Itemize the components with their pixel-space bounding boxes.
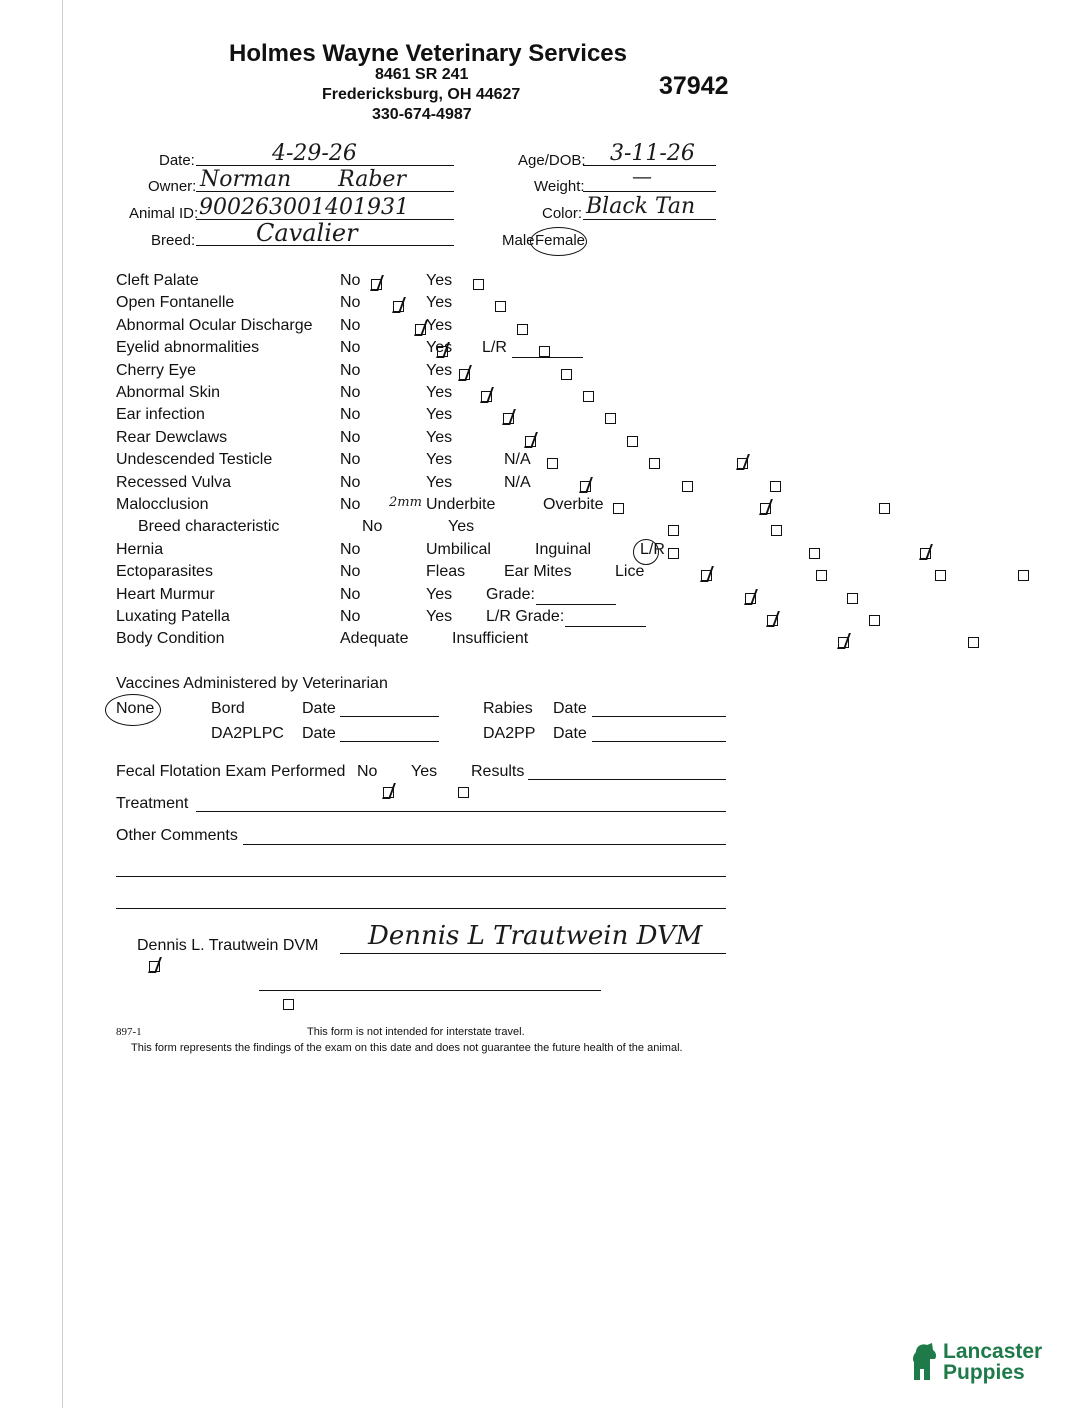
fecal-no-checkbox[interactable] (383, 787, 394, 798)
footer-note-1: This form is not intended for interstate travel. (307, 1026, 525, 1038)
yes-label: Yes (426, 585, 453, 603)
insufficient-checkbox[interactable] (968, 637, 979, 648)
sex-female: Female (535, 232, 586, 249)
form-code: 897-1 (116, 1026, 142, 1038)
fecal-label: Fecal Flotation Exam Performed (116, 763, 346, 780)
no-checkbox[interactable] (481, 391, 492, 402)
grade-line (536, 604, 616, 605)
da2plpc-date-line (340, 741, 439, 742)
adequate-checkbox[interactable] (838, 637, 849, 648)
eyelid-lr-label: L/R (482, 339, 507, 357)
yes-label: Yes (426, 451, 453, 469)
yes-checkbox[interactable] (627, 436, 638, 447)
brand-logo (910, 1340, 1060, 1384)
vaccine-bord: Bord (211, 700, 245, 717)
no-label: No (340, 585, 361, 603)
no-checkbox[interactable] (415, 324, 426, 335)
no-label: No (340, 361, 361, 379)
na-label: N/A (504, 473, 531, 491)
rabies-date-line (592, 716, 726, 717)
no-label: No (340, 384, 361, 401)
vet2-checkbox[interactable] (283, 999, 294, 1010)
clinic-address: 8461 SR 241 (375, 66, 469, 83)
no-checkbox[interactable] (668, 548, 679, 559)
checklist-label: Hernia (116, 540, 164, 558)
yes-checkbox[interactable] (869, 615, 880, 626)
age-label: Age/DOB: (518, 152, 586, 169)
no-label: No (340, 540, 361, 558)
checklist-label: Body Condition (116, 630, 225, 648)
breed-char-yes: Yes (448, 518, 475, 536)
checklist-label: Heart Murmur (116, 585, 215, 603)
checklist-label: Rear Dewclaws (116, 428, 228, 446)
yes-label: Yes (426, 428, 453, 446)
color-value: Black Tan (586, 194, 696, 219)
yes-checkbox[interactable] (682, 481, 693, 492)
owner-value: Norman Raber (200, 167, 406, 192)
inguinal-checkbox[interactable] (920, 548, 931, 559)
na-label: N/A (504, 451, 531, 469)
comments-line-2 (116, 876, 726, 877)
no-label: No (340, 473, 361, 491)
vet2-line (259, 990, 601, 991)
footer-note-2: This form represents the findings of the exam on this date and does not guarantee the future health of the animal. (131, 1042, 683, 1054)
no-label: No (340, 272, 361, 289)
rabies-date-label: Date (553, 700, 587, 717)
no-checkbox[interactable] (580, 481, 591, 492)
yes-checkbox[interactable] (649, 458, 660, 469)
no-checkbox[interactable] (701, 570, 712, 581)
lr-grade-label: L/R Grade: (486, 608, 565, 625)
ear-mites-label: Ear Mites (504, 563, 572, 581)
date-label: Date: (159, 152, 195, 169)
no-checkbox[interactable] (745, 593, 756, 604)
yes-checkbox[interactable] (605, 413, 616, 424)
fecal-yes-checkbox[interactable] (458, 787, 469, 798)
treatment-label: Treatment (116, 795, 189, 812)
hernia-lr-label: L/R (640, 540, 665, 558)
yes-checkbox[interactable] (539, 346, 550, 357)
vaccines-title: Vaccines Administered by Veterinarian (116, 675, 388, 692)
no-checkbox[interactable] (767, 615, 778, 626)
yes-checkbox[interactable] (473, 279, 484, 290)
yes-checkbox[interactable] (561, 369, 572, 380)
no-label: No (340, 563, 361, 581)
checklist-label: Recessed Vulva (116, 473, 232, 491)
none-circle (105, 694, 161, 726)
no-checkbox[interactable] (503, 413, 514, 424)
overbite-checkbox[interactable] (879, 503, 890, 514)
color-label: Color: (542, 205, 583, 222)
female-circle (530, 227, 587, 256)
yes-checkbox[interactable] (495, 301, 506, 312)
comments-line-1 (243, 844, 726, 845)
underbite-label: Underbite (426, 496, 496, 513)
breed-char-yes-checkbox[interactable] (771, 525, 782, 536)
checklist-label: Eyelid abnormalities (116, 339, 260, 357)
checklist-label: Ectoparasites (116, 563, 213, 581)
ear-mites-checkbox[interactable] (935, 570, 946, 581)
vaccine-da2plpc: DA2PLPC (211, 725, 284, 742)
da2plpc-date-label: Date (302, 725, 336, 742)
fleas-label: Fleas (426, 563, 466, 581)
clinic-city: Fredericksburg, OH 44627 (322, 86, 521, 103)
vaccine-rabies: Rabies (483, 700, 533, 717)
treatment-line (196, 811, 726, 812)
checklist-label: Open Fontanelle (116, 294, 235, 312)
comments-label: Other Comments (116, 827, 238, 844)
underbite-checkbox[interactable] (760, 503, 771, 514)
checklist-label: Abnormal Skin (116, 384, 221, 401)
brand-line-2: Puppies (943, 1361, 1025, 1384)
clinic-name: Holmes Wayne Veterinary Services (229, 40, 627, 67)
owner-label: Owner: (148, 178, 197, 195)
insufficient-label: Insufficient (452, 630, 529, 648)
vet-checkbox[interactable] (149, 961, 160, 972)
yes-label: Yes (426, 608, 453, 625)
umbilical-label: Umbilical (426, 540, 491, 558)
clinic-phone: 330-674-4987 (372, 106, 472, 123)
adequate-label: Adequate (340, 630, 409, 648)
no-label: No (340, 406, 361, 424)
yes-label: Yes (426, 361, 453, 379)
signature-line (340, 953, 726, 954)
weight-value: — (632, 164, 652, 188)
na-checkbox[interactable] (737, 458, 748, 469)
yes-label: Yes (426, 294, 453, 312)
breed-char-no-checkbox[interactable] (668, 525, 679, 536)
yes-checkbox[interactable] (583, 391, 594, 402)
umbilical-checkbox[interactable] (809, 548, 820, 559)
fecal-no: No (357, 763, 378, 780)
checklist-label: Cleft Palate (116, 272, 199, 289)
fleas-checkbox[interactable] (816, 570, 827, 581)
grade-label: Grade: (486, 585, 535, 603)
bord-date-line (340, 716, 439, 717)
animal-id-value: 900263001401931 (199, 195, 409, 220)
mm-note: 2mm (389, 495, 422, 510)
animal-id-label: Animal ID: (129, 205, 199, 222)
no-label: No (340, 316, 361, 334)
brand-line-1: Lancaster (943, 1340, 1043, 1363)
no-checkbox[interactable] (393, 301, 404, 312)
da2pp-date-line (592, 741, 726, 742)
yes-label: Yes (426, 406, 453, 424)
checklist-label: Breed characteristic (138, 518, 280, 536)
scan-edge (62, 0, 63, 1408)
checklist-label: Ear infection (116, 406, 205, 424)
no-label: No (340, 451, 361, 469)
no-label: No (340, 608, 361, 625)
age-value: 3-11-26 (610, 141, 695, 166)
overbite-label: Overbite (543, 496, 604, 513)
lr-grade-line (565, 626, 646, 627)
sex-male: Male (502, 232, 535, 249)
yes-label: Yes (426, 339, 453, 357)
no-checkbox[interactable] (371, 279, 382, 290)
no-label: No (340, 428, 361, 446)
no-label: No (340, 339, 361, 357)
da2pp-date-label: Date (553, 725, 587, 742)
color-line (583, 219, 716, 220)
date-value: 4-29-26 (272, 141, 357, 166)
checklist-label: Luxating Patella (116, 608, 230, 625)
yes-label: Yes (426, 272, 453, 289)
breed-value: Cavalier (256, 219, 358, 247)
weight-line (583, 191, 716, 192)
lr-circle (633, 539, 659, 565)
na-checkbox[interactable] (770, 481, 781, 492)
lice-label: Lice (615, 563, 645, 581)
checklist-label: Abnormal Ocular Discharge (116, 316, 313, 334)
eyelid-lr-line (512, 357, 583, 358)
no-checkbox[interactable] (459, 369, 470, 380)
puppy-icon (910, 1342, 938, 1380)
vet-name: Dennis L. Trautwein DVM (137, 937, 319, 954)
fecal-yes: Yes (411, 763, 438, 780)
yes-checkbox[interactable] (847, 593, 858, 604)
yes-label: Yes (426, 473, 453, 491)
bord-date-label: Date (302, 700, 336, 717)
no-checkbox[interactable] (525, 436, 536, 447)
checklist-label: Malocclusion (116, 496, 209, 513)
breed-label: Breed: (151, 232, 196, 249)
yes-label: Yes (426, 384, 453, 401)
vaccine-none: None (116, 700, 155, 717)
checklist-label: Undescended Testicle (116, 451, 273, 469)
vaccine-da2pp: DA2PP (483, 725, 536, 742)
lice-checkbox[interactable] (1018, 570, 1029, 581)
weight-label: Weight: (534, 178, 585, 195)
breed-char-no: No (362, 518, 383, 536)
no-checkbox[interactable] (547, 458, 558, 469)
fecal-results-line (528, 779, 726, 780)
no-checkbox[interactable] (613, 503, 624, 514)
no-label: No (340, 496, 361, 513)
yes-checkbox[interactable] (517, 324, 528, 335)
yes-label: Yes (426, 316, 453, 334)
inguinal-label: Inguinal (535, 540, 592, 558)
fecal-results-label: Results (471, 763, 525, 780)
checklist-label: Cherry Eye (116, 361, 197, 379)
no-label: No (340, 294, 361, 312)
comments-line-3 (116, 908, 726, 909)
form-number: 37942 (659, 72, 729, 100)
vet-signature: Dennis L Trautwein DVM (368, 921, 703, 951)
